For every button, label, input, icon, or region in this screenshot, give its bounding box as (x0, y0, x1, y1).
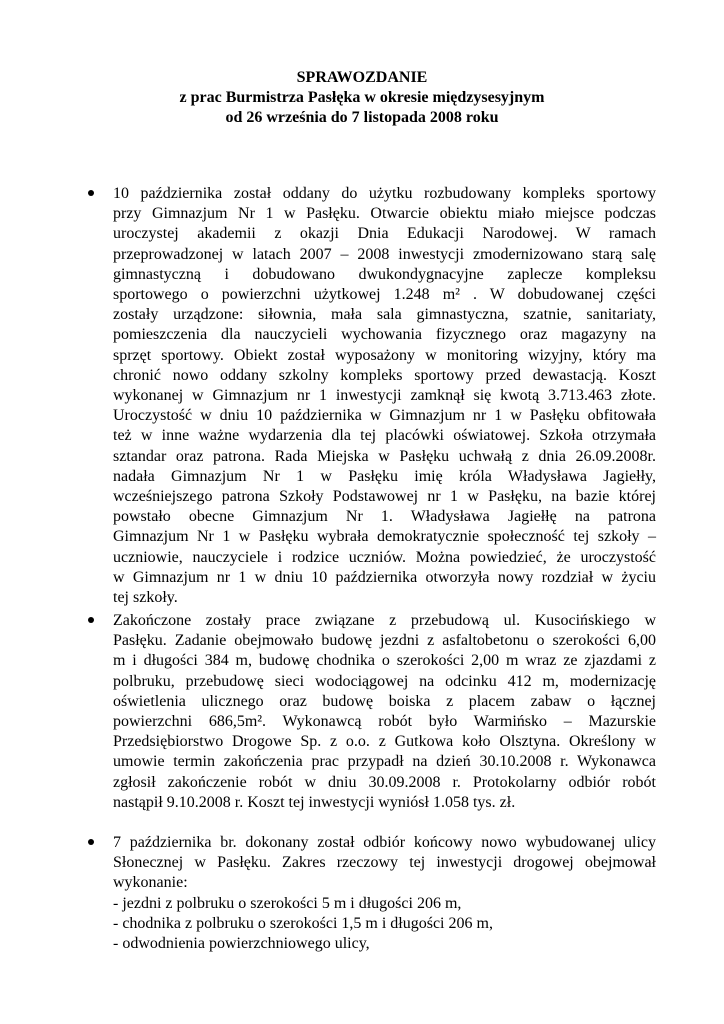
paragraph-line: Zakończone zostały prace związane z przebudową ul. Kusocińskiego w (113, 612, 656, 629)
paragraph-line: uroczystej akademii z okazji Dnia Edukacji Narodowej. W ramach (113, 225, 656, 243)
paragraph-line: pomieszczenia dla nauczycieli wychowania fizycznego oraz magazyny na (113, 326, 656, 344)
paragraph-line: polbruku, przebudowę sieci wodociągowej na odcinku 412 m, modernizację (113, 672, 656, 690)
paragraph-line: umowie termin zakończenia prac przypadł na dzień 30.10.2008 r. Wykonawca (113, 753, 656, 771)
paragraph-line: m i długości 384 m, budowę chodnika o szerokości 2,00 m wraz ze zjazdami z (113, 652, 656, 670)
bullet-icon (88, 190, 94, 196)
report-item-kusocinskiego-street (113, 611, 656, 813)
paragraph-line: Gimnazjum Nr 1 w Pasłęku wybrała demokratycznie społeczność tej szkoły – (113, 528, 656, 546)
bullet-icon (88, 617, 94, 623)
paragraph-line: nadała Gimnazjum Nr 1 w Pasłęku imię króla Władysława Jagiełły, (113, 467, 656, 485)
paragraph-line: zgłosił zakończenie robót w dniu 30.09.2008 r. Protokolarny odbiór robót (113, 773, 656, 791)
paragraph-line: sprzęt sportowy. Obiekt został wyposażony w monitoring wizyjny, który ma (113, 346, 656, 364)
paragraph-line: uczniowie, nauczyciele i rodzice uczniów. Można powiedzieć, że uroczystość (113, 548, 656, 566)
paragraph-line: Słonecznej w Pasłęku. Zakres rzeczowy tej inwestycji drogowej obejmował (113, 854, 656, 872)
paragraph-line: Pasłęku. Zadanie obejmowało budowę jezdni z asfaltobetonu o szerokości 6,00 (113, 632, 656, 650)
paragraph-line: wcześniejszego patrona Szkoły Podstawowej nr 1 w Pasłęku, na bazie której (113, 488, 656, 506)
paragraph-line: sztandar oraz patrona. Rada Miejska w Pasłęku uchwałą z dnia 26.09.2008r. (113, 447, 656, 465)
paragraph-line: w Gimnazjum nr 1 w dniu 10 października otworzyła nowy rozdział w życiu (113, 568, 656, 586)
paragraph-line: Przedsiębiorstwo Drogowe Sp. z o.o. z Gutkowa koło Olsztyna. Określony w (113, 733, 656, 751)
paragraph-line: 7 października br. dokonany został odbiór końcowy nowo wybudowanej ulicy (113, 834, 656, 851)
report-item-sports-complex (113, 184, 656, 608)
paragraph-line: Uroczystość w dniu 10 października w Gimnazjum nr 1 w Pasłęku obfitowała (113, 407, 656, 425)
bullet-icon (88, 839, 94, 845)
paragraph-line: zostały urządzone: siłownia, mała sala gimnastyczna, szatnie, sanitariaty, (113, 306, 656, 324)
paragraph-line: sportowego o powierzchni użytkowej 1.248 m² . W dobudowanej części (113, 286, 656, 304)
paragraph-line: 10 października został oddany do użytku rozbudowany kompleks sportowy (113, 185, 656, 202)
paragraph-line: przeprowadzonej w latach 2007 – 2008 inwestycji zmodernizowano starą salę (113, 245, 656, 263)
report-item-sloneczna-street (113, 833, 656, 954)
paragraph-line: też w inne ważne wydarzenia dla tej placówki oświatowej. Szkoła otrzymała (113, 427, 656, 445)
document-subtitle: z prac Burmistrza Pasłęka w okresie międzysesyjnym (179, 89, 545, 106)
paragraph-line: tej szkoły. (113, 589, 178, 607)
paragraph-line: powierzchni 686,5m². Wykonawcą robót było Warmińsko – Mazurskie (113, 713, 656, 731)
document-title: SPRAWOZDANIE (296, 69, 428, 86)
paragraph-line: wykonanie: (113, 874, 188, 892)
paragraph-line: powstało obecne Gimnazjum Nr 1. Władysława Jagiełłę na patrona (113, 508, 656, 526)
paragraph-line: chronić nowo oddany szkolny kompleks sportowy przed dewastacją. Koszt (113, 366, 656, 384)
paragraph-line: nastąpił 9.10.2008 r. Koszt tej inwestycji wyniósł 1.058 tys. zł. (113, 793, 516, 811)
paragraph-line: oświetlenia ulicznego oraz budowę boiska z placem zabaw o łącznej (113, 692, 656, 710)
document-header (0, 68, 724, 128)
paragraph-line: gimnastyczną i dobudowano dwukondygnacyjne zaplecze kompleksu (113, 265, 656, 283)
list-line: - chodnika z polbruku o szerokości 1,5 m i długości 206 m, (113, 914, 493, 932)
paragraph-line: przy Gimnazjum Nr 1 w Pasłęku. Otwarcie obiektu miało miejsce podczas (113, 205, 656, 223)
list-line: - jezdni z polbruku o szerokości 5 m i długości 206 m, (113, 894, 462, 912)
document-period: od 26 września do 7 listopada 2008 roku (225, 109, 499, 126)
list-line: - odwodnienia powierzchniowego ulicy, (113, 935, 370, 953)
paragraph-line: wykonanej w Gimnazjum nr 1 inwestycji zamknął się kwotą 3.713.463 złote. (113, 387, 656, 405)
